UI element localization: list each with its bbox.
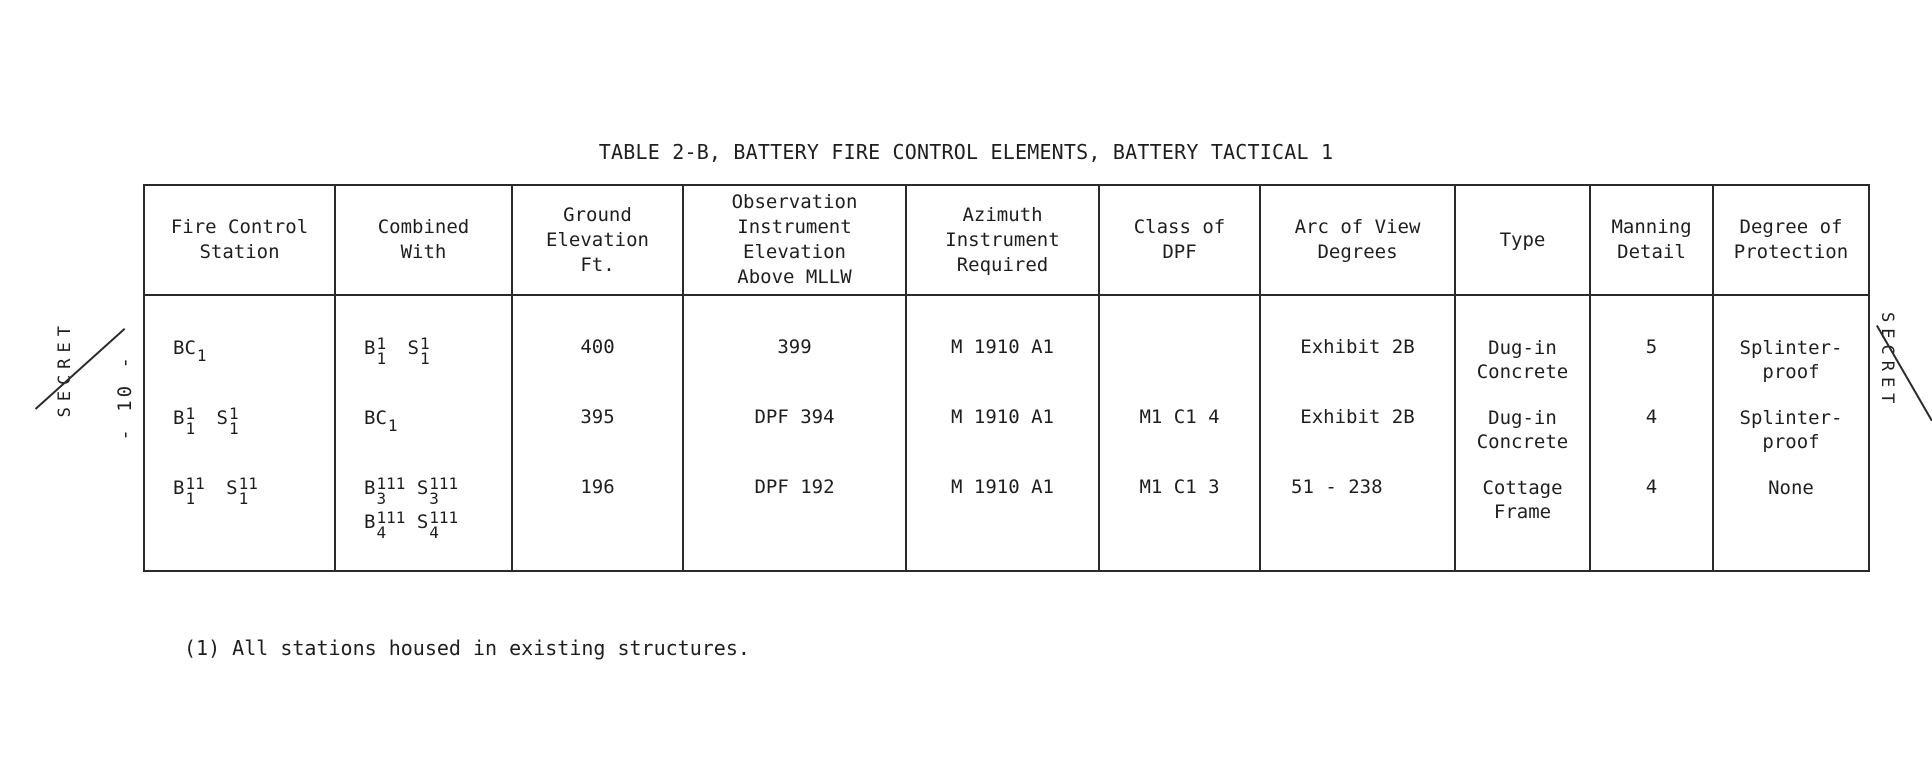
header-type: Type <box>1455 185 1590 295</box>
stamp-strike-left <box>35 328 126 410</box>
table-row <box>144 398 1869 470</box>
header-observation-elevation: Observation Instrument Elevation Above MLLW <box>683 185 906 295</box>
station-symbol: BC 1 <box>173 337 207 365</box>
combined-symbol: S 1 1 <box>407 334 430 368</box>
combined-symbol: B 111 4 <box>364 508 406 542</box>
header-azimuth-instrument: Azimuth Instrument Required <box>906 185 1099 295</box>
cell-observation-elevation: DPF 192 <box>683 470 906 571</box>
cell-ground-elevation: 395 <box>512 398 683 470</box>
cell-dpf-class: M1 C1 4 <box>1099 398 1260 470</box>
header-manning-detail: Manning Detail <box>1590 185 1713 295</box>
cell-station <box>144 398 335 470</box>
cell-dpf-class <box>1099 295 1260 398</box>
cell-type: Dug-in Concrete <box>1455 398 1590 470</box>
secret-stamp-right: SECRET <box>1877 312 1897 410</box>
cell-arc-of-view: Exhibit 2B <box>1260 398 1455 470</box>
cell-protection: None <box>1713 470 1869 571</box>
cell-dpf-class: M1 C1 3 <box>1099 470 1260 571</box>
combined-symbol: S 111 4 <box>416 508 459 542</box>
secret-stamp-left: SECRET <box>55 320 75 418</box>
page-number: - 10 - <box>114 354 136 441</box>
cell-azimuth: M 1910 A1 <box>906 295 1099 398</box>
cell-observation-elevation: 399 <box>683 295 906 398</box>
cell-ground-elevation: 196 <box>512 470 683 571</box>
cell-arc-of-view: 51 - 238 <box>1260 470 1455 571</box>
cell-azimuth: M 1910 A1 <box>906 470 1099 571</box>
cell-protection: Splinter- proof <box>1713 295 1869 398</box>
header-row <box>144 185 1869 295</box>
cell-station <box>144 470 335 571</box>
cell-station <box>144 295 335 398</box>
cell-manning: 5 <box>1590 295 1713 398</box>
cell-manning: 4 <box>1590 470 1713 571</box>
combined-symbol: S 111 3 <box>416 474 459 508</box>
combined-line <box>364 476 511 506</box>
cell-manning: 4 <box>1590 398 1713 470</box>
table-row <box>144 295 1869 398</box>
header-class-of-dpf: Class of DPF <box>1099 185 1260 295</box>
header-ground-elevation: Ground Elevation Ft. <box>512 185 683 295</box>
header-degree-of-protection: Degree of Protection <box>1713 185 1869 295</box>
cell-type: Cottage Frame <box>1455 470 1590 571</box>
cell-protection: Splinter- proof <box>1713 398 1869 470</box>
station-symbol: S 1 1 <box>216 404 239 438</box>
header-fire-control-station: Fire Control Station <box>144 185 335 295</box>
footnote: (1) All stations housed in existing structures. <box>184 636 750 660</box>
station-symbol: B 1 1 <box>173 404 196 438</box>
station-symbol: B 11 1 <box>173 474 205 508</box>
header-combined-with: Combined With <box>335 185 512 295</box>
station-symbol: S 11 1 <box>226 474 258 508</box>
cell-azimuth: M 1910 A1 <box>906 398 1099 470</box>
combined-symbol: BC 1 <box>364 407 398 435</box>
combined-line <box>364 336 511 366</box>
cell-ground-elevation: 400 <box>512 295 683 398</box>
table-row <box>144 470 1869 571</box>
cell-arc-of-view: Exhibit 2B <box>1260 295 1455 398</box>
header-arc-of-view: Arc of View Degrees <box>1260 185 1455 295</box>
cell-type: Dug-in Concrete <box>1455 295 1590 398</box>
combined-symbol: B 111 3 <box>364 474 406 508</box>
combined-symbol: B 1 1 <box>364 334 387 368</box>
cell-combined <box>335 295 512 398</box>
fire-control-table-wrapper <box>143 184 1870 572</box>
combined-line <box>364 406 511 434</box>
cell-combined <box>335 470 512 571</box>
combined-line <box>364 510 511 540</box>
cell-combined <box>335 398 512 470</box>
fire-control-table <box>143 184 1870 572</box>
cell-observation-elevation: DPF 394 <box>683 398 906 470</box>
table-title: TABLE 2-B, BATTERY FIRE CONTROL ELEMENTS, BATTERY TACTICAL 1 <box>598 140 1334 164</box>
